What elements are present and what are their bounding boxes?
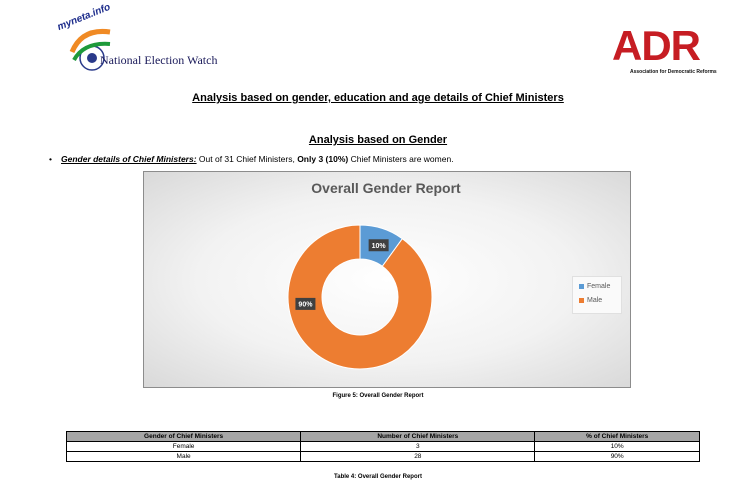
legend-swatch-female <box>579 284 584 289</box>
table-header-gender: Gender of Chief Ministers <box>67 432 301 442</box>
chart-title: Overall Gender Report <box>311 180 461 196</box>
data-label-text: 90% <box>298 301 313 309</box>
chart-legend <box>572 276 622 314</box>
slice-male <box>288 225 432 369</box>
table-header-number: Number of Chief Ministers <box>301 432 535 442</box>
adr-subtitle: Association for Democratic Reforms <box>630 69 717 75</box>
data-label-male <box>295 298 315 310</box>
bullet-strong: Only 3 (10%) <box>297 154 349 164</box>
bullet-dot: • <box>49 154 52 164</box>
myneta-tagline: myneta.info <box>55 1 113 34</box>
table-cell: 90% <box>535 452 700 462</box>
bullet-text-2: Chief Ministers are women. <box>348 154 454 164</box>
gender-bullet <box>49 154 454 164</box>
table-cell: 28 <box>301 452 535 462</box>
table-cell: Male <box>67 452 301 462</box>
national-election-watch-label: National Election Watch <box>100 53 218 67</box>
data-label-text: 10% <box>371 242 386 250</box>
table-header-row <box>67 432 700 442</box>
table-header-percent: % of Chief Ministers <box>535 432 700 442</box>
donut-chart <box>285 222 435 372</box>
legend-item-female <box>579 283 610 290</box>
table-cell: Female <box>67 442 301 452</box>
legend-label-female: Female <box>587 283 611 290</box>
adr-logo: ADR <box>612 22 700 69</box>
section-title: Analysis based on Gender <box>308 134 448 146</box>
table-cell: 10% <box>535 442 700 452</box>
legend-item-male <box>579 297 602 304</box>
bullet-text-1: Out of 31 Chief Ministers, <box>196 154 298 164</box>
figure-caption: Figure 5: Overall Gender Report <box>332 393 424 399</box>
table-caption: Table 4: Overall Gender Report <box>334 474 422 480</box>
legend-label-male: Male <box>587 297 603 304</box>
data-label-female <box>369 239 389 251</box>
legend-swatch-male <box>579 298 584 303</box>
table-row <box>67 452 700 462</box>
page-title: Analysis based on gender, education and age details of Chief Ministers <box>192 92 564 104</box>
table-cell: 3 <box>301 442 535 452</box>
gender-table <box>66 431 700 462</box>
bullet-lead: Gender details of Chief Ministers: <box>61 154 197 164</box>
table-row <box>67 442 700 452</box>
